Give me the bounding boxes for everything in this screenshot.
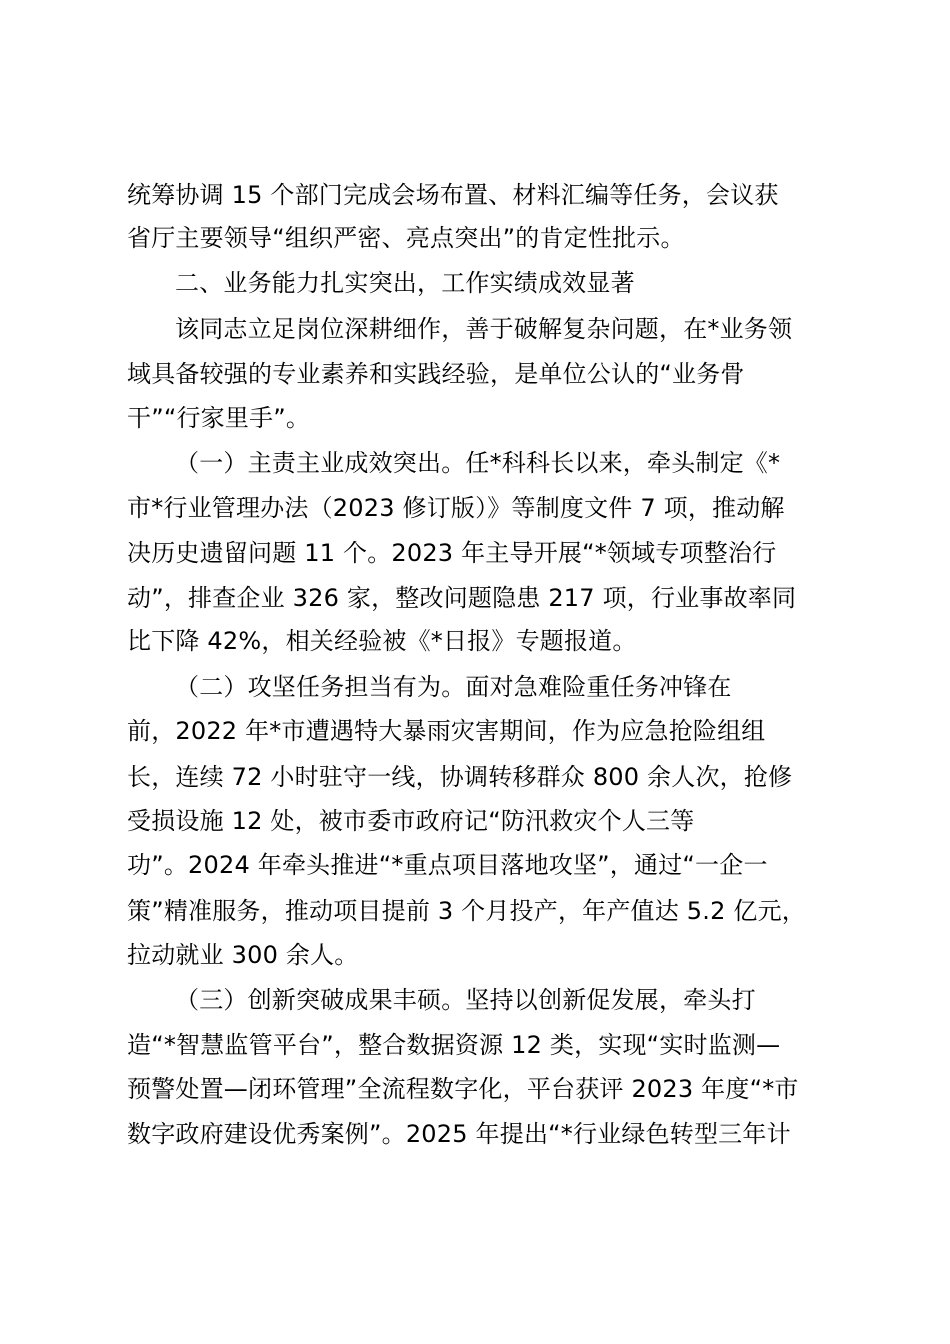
text-line: 统筹协调 15 个部门完成会场布置、材料汇编等任务，会议获 <box>127 181 779 209</box>
text-line: 造“*智慧监管平台”，整合数据资源 12 类，实现“实时监测— <box>127 1031 781 1059</box>
text-line: 省厅主要领导“组织严密、亮点突出”的肯定性批示。 <box>127 224 685 252</box>
text-line: 干”“行家里手”。 <box>127 404 311 432</box>
text-line: 前，2022 年*市遭遇特大暴雨灾害期间，作为应急抢险组组 <box>127 717 766 745</box>
text-line: 比下降 42%，相关经验被《*日报》专题报道。 <box>127 627 637 655</box>
text-line: 预警处置—闭环管理”全流程数字化，平台获评 2023 年度“*市 <box>127 1075 799 1103</box>
text-line: 域具备较强的专业素养和实践经验，是单位公认的“业务骨 <box>127 360 745 388</box>
text-line: 决历史遗留问题 11 个。2023 年主导开展“*领域专项整治行 <box>127 539 777 567</box>
text-line: 数字政府建设优秀案例”。2025 年提出“*行业绿色转型三年计 <box>127 1120 791 1148</box>
text-line: 长，连续 72 小时驻守一线，协调转移群众 800 余人次，抢修 <box>127 763 793 791</box>
text-line: （三）创新突破成果丰硕。坚持以创新促发展，牵头打 <box>175 986 756 1014</box>
text-line: 动”，排查企业 326 家，整改问题隐患 217 项，行业事故率同 <box>127 584 797 612</box>
text-line: 拉动就业 300 余人。 <box>127 941 359 969</box>
section-heading: 二、业务能力扎实突出，工作实绩成效显著 <box>175 269 635 297</box>
text-line: 受损设施 12 处，被市委市政府记“防汛救灾个人三等 <box>127 807 695 835</box>
text-line: （一）主责主业成效突出。任*科科长以来，牵头制定《* <box>175 449 781 477</box>
text-line: 市*行业管理办法（2023 修订版）》等制度文件 7 项，推动解 <box>127 494 785 522</box>
text-line: （二）攻坚任务担当有为。面对急难险重任务冲锋在 <box>175 673 732 701</box>
text-line: 策”精准服务，推动项目提前 3 个月投产，年产值达 5.2 亿元， <box>127 897 806 925</box>
text-line: 该同志立足岗位深耕细作，善于破解复杂问题，在*业务领 <box>175 315 793 343</box>
text-line: 功”。2024 年牵头推进“*重点项目落地攻坚”，通过“一企一 <box>127 851 768 879</box>
